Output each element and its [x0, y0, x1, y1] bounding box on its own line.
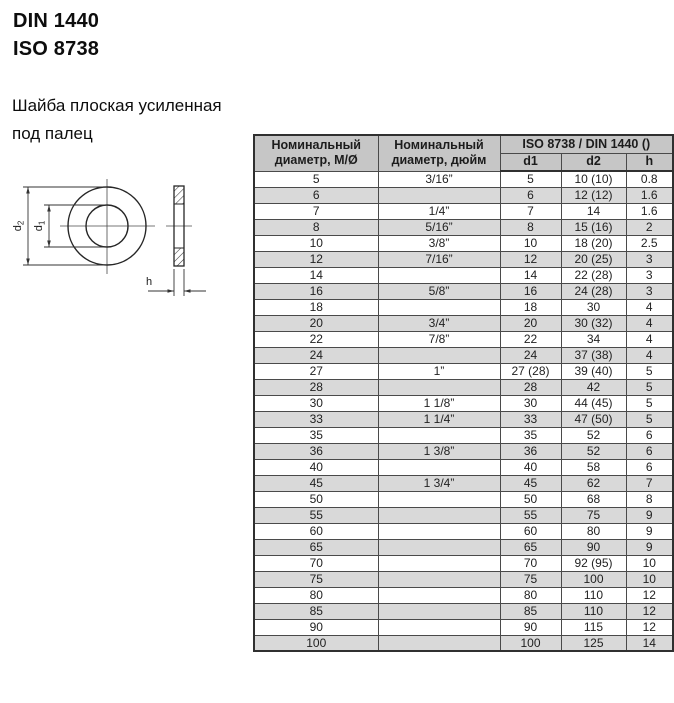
table-cell	[378, 299, 500, 315]
table-cell: 85	[254, 603, 378, 619]
table-cell: 47 (50)	[561, 411, 626, 427]
table-cell	[378, 603, 500, 619]
table-cell	[378, 571, 500, 587]
table-cell: 30	[561, 299, 626, 315]
table-cell	[378, 267, 500, 283]
washer-dimensions-table	[253, 134, 674, 652]
part-description-line1: Шайба плоская усиленная	[12, 96, 222, 115]
table-cell: 24	[500, 347, 561, 363]
table-cell: 1.6	[626, 187, 673, 203]
table-cell: 85	[500, 603, 561, 619]
table-row	[254, 203, 673, 219]
table-cell: 30	[500, 395, 561, 411]
table-cell	[378, 427, 500, 443]
table-cell: 50	[254, 491, 378, 507]
dimension-h	[146, 269, 206, 296]
table-cell: 52	[561, 443, 626, 459]
washer-technical-drawing	[8, 173, 223, 308]
table-cell	[378, 507, 500, 523]
table-cell: 36	[500, 443, 561, 459]
table-cell: 10	[626, 571, 673, 587]
table-cell: 3/4”	[378, 315, 500, 331]
header-nominal-diameter-metric: Номинальный диаметр, М/Ø	[254, 135, 378, 171]
table-cell	[378, 379, 500, 395]
table-row	[254, 475, 673, 491]
table-cell: 3	[626, 283, 673, 299]
header-h: h	[626, 153, 673, 171]
table-row	[254, 603, 673, 619]
table-cell: 60	[254, 523, 378, 539]
table-cell: 6	[626, 459, 673, 475]
table-row	[254, 299, 673, 315]
washer-front-view	[60, 179, 155, 274]
table-cell: 65	[500, 539, 561, 555]
table-cell: 3	[626, 251, 673, 267]
table-cell: 1 1/8”	[378, 395, 500, 411]
table-cell: 0.8	[626, 171, 673, 187]
table-cell: 22	[254, 331, 378, 347]
table-cell: 1/4”	[378, 203, 500, 219]
table-cell: 80	[254, 587, 378, 603]
table-cell: 14	[500, 267, 561, 283]
table-cell: 90	[561, 539, 626, 555]
table-row	[254, 443, 673, 459]
table-cell	[378, 619, 500, 635]
table-cell	[378, 539, 500, 555]
table-row	[254, 635, 673, 651]
table-cell: 1.6	[626, 203, 673, 219]
table-cell: 4	[626, 299, 673, 315]
table-cell: 100	[254, 635, 378, 651]
table-row	[254, 267, 673, 283]
table-cell: 28	[500, 379, 561, 395]
table-cell: 30	[254, 395, 378, 411]
table-cell: 5	[254, 171, 378, 187]
table-cell: 36	[254, 443, 378, 459]
table-cell: 12	[626, 619, 673, 635]
table-row	[254, 235, 673, 251]
table-cell: 10	[500, 235, 561, 251]
table-header	[254, 135, 673, 171]
table-row	[254, 171, 673, 187]
table-cell: 44 (45)	[561, 395, 626, 411]
table-row	[254, 347, 673, 363]
table-cell: 35	[254, 427, 378, 443]
table-cell: 110	[561, 603, 626, 619]
table-cell: 30 (32)	[561, 315, 626, 331]
table-row	[254, 395, 673, 411]
table-cell: 40	[500, 459, 561, 475]
table-cell: 125	[561, 635, 626, 651]
table-cell: 12 (12)	[561, 187, 626, 203]
table-cell: 40	[254, 459, 378, 475]
table-cell: 5	[626, 411, 673, 427]
table-cell: 5	[626, 379, 673, 395]
table-row	[254, 315, 673, 331]
table-cell: 8	[626, 491, 673, 507]
table-cell: 7	[626, 475, 673, 491]
table-cell: 3/16”	[378, 171, 500, 187]
header-nominal-diameter-inch: Номинальный диаметр, дюйм	[378, 135, 500, 171]
table-cell: 24	[254, 347, 378, 363]
d1-label: $d_1$	[33, 220, 47, 232]
table-cell: 4	[626, 315, 673, 331]
table-cell: 5	[626, 395, 673, 411]
table-row	[254, 619, 673, 635]
table-cell: 39 (40)	[561, 363, 626, 379]
din-standard-title: DIN 1440	[13, 10, 100, 32]
table-row	[254, 427, 673, 443]
table-cell	[378, 459, 500, 475]
table-cell: 37 (38)	[561, 347, 626, 363]
table-cell: 28	[254, 379, 378, 395]
table-cell: 14	[561, 203, 626, 219]
table-cell: 45	[254, 475, 378, 491]
table-cell: 10	[626, 555, 673, 571]
table-cell: 100	[561, 571, 626, 587]
table-cell: 18 (20)	[561, 235, 626, 251]
h-label: h	[145, 276, 153, 288]
part-description-line2: под палец	[12, 124, 93, 143]
table-cell: 7/16”	[378, 251, 500, 267]
table-cell: 4	[626, 331, 673, 347]
header-d1: d1	[500, 153, 561, 171]
table-cell: 3/8”	[378, 235, 500, 251]
table-cell: 6	[626, 443, 673, 459]
table-cell: 33	[500, 411, 561, 427]
table-cell: 24 (28)	[561, 283, 626, 299]
table-cell: 12	[626, 603, 673, 619]
table-cell: 9	[626, 507, 673, 523]
table-cell: 9	[626, 523, 673, 539]
table-cell: 5/16”	[378, 219, 500, 235]
table-cell: 115	[561, 619, 626, 635]
table-cell: 68	[561, 491, 626, 507]
table-row	[254, 187, 673, 203]
table-cell: 2.5	[626, 235, 673, 251]
washer-side-view	[166, 186, 192, 266]
table-cell: 92 (95)	[561, 555, 626, 571]
table-cell: 75	[561, 507, 626, 523]
table-cell	[378, 555, 500, 571]
table-cell: 75	[254, 571, 378, 587]
table-cell: 20	[254, 315, 378, 331]
table-row	[254, 507, 673, 523]
table-cell: 90	[254, 619, 378, 635]
table-cell: 1 3/4”	[378, 475, 500, 491]
table-cell: 42	[561, 379, 626, 395]
table-cell: 4	[626, 347, 673, 363]
header-iso-din-group: ISO 8738 / DIN 1440 ()	[500, 135, 673, 153]
table-row	[254, 491, 673, 507]
table-cell: 8	[254, 219, 378, 235]
table-cell: 2	[626, 219, 673, 235]
table-cell: 55	[254, 507, 378, 523]
table-cell: 22 (28)	[561, 267, 626, 283]
table-cell: 1”	[378, 363, 500, 379]
table-cell: 12	[626, 587, 673, 603]
table-row	[254, 539, 673, 555]
table-cell: 6	[500, 187, 561, 203]
table-cell: 60	[500, 523, 561, 539]
table-cell: 1 1/4”	[378, 411, 500, 427]
table-cell: 33	[254, 411, 378, 427]
table-cell: 1 3/8”	[378, 443, 500, 459]
table-cell: 50	[500, 491, 561, 507]
table-row	[254, 411, 673, 427]
table-cell	[378, 587, 500, 603]
table-cell: 35	[500, 427, 561, 443]
table-row	[254, 363, 673, 379]
table-cell: 70	[254, 555, 378, 571]
table-cell: 58	[561, 459, 626, 475]
table-cell: 18	[500, 299, 561, 315]
table-cell	[378, 491, 500, 507]
table-row	[254, 587, 673, 603]
part-description	[12, 92, 222, 148]
table-cell: 100	[500, 635, 561, 651]
table-cell: 12	[500, 251, 561, 267]
table-cell: 7	[254, 203, 378, 219]
table-cell: 34	[561, 331, 626, 347]
standard-title-block	[13, 7, 99, 63]
table-cell: 80	[500, 587, 561, 603]
table-cell: 9	[626, 539, 673, 555]
table-row	[254, 331, 673, 347]
table-cell: 20	[500, 315, 561, 331]
table-cell	[378, 635, 500, 651]
table-cell: 5/8”	[378, 283, 500, 299]
table-cell: 27 (28)	[500, 363, 561, 379]
table-cell: 75	[500, 571, 561, 587]
table-cell: 3	[626, 267, 673, 283]
table-cell	[378, 187, 500, 203]
table-cell: 7	[500, 203, 561, 219]
table-cell: 70	[500, 555, 561, 571]
table-row	[254, 283, 673, 299]
table-row	[254, 219, 673, 235]
table-cell: 16	[254, 283, 378, 299]
iso-standard-title: ISO 8738	[13, 38, 100, 60]
table-cell	[378, 523, 500, 539]
table-row	[254, 555, 673, 571]
table-cell: 90	[500, 619, 561, 635]
table-cell: 16	[500, 283, 561, 299]
table-cell: 7/8”	[378, 331, 500, 347]
table-cell: 27	[254, 363, 378, 379]
table-cell: 15 (16)	[561, 219, 626, 235]
table-cell: 10	[254, 235, 378, 251]
table-row	[254, 251, 673, 267]
table-row	[254, 459, 673, 475]
table-cell: 14	[254, 267, 378, 283]
table-cell: 5	[500, 171, 561, 187]
table-row	[254, 379, 673, 395]
table-cell: 80	[561, 523, 626, 539]
table-cell: 6	[626, 427, 673, 443]
table-cell: 14	[626, 635, 673, 651]
table-body	[254, 171, 673, 651]
table-cell: 22	[500, 331, 561, 347]
table-cell: 110	[561, 587, 626, 603]
table-cell: 45	[500, 475, 561, 491]
table-cell: 55	[500, 507, 561, 523]
table-cell: 18	[254, 299, 378, 315]
table-cell: 6	[254, 187, 378, 203]
table-row	[254, 523, 673, 539]
table-cell: 12	[254, 251, 378, 267]
table-cell: 8	[500, 219, 561, 235]
table-cell: 52	[561, 427, 626, 443]
table-cell: 65	[254, 539, 378, 555]
table-cell: 20 (25)	[561, 251, 626, 267]
d2-label: $d_2$	[12, 220, 26, 232]
table-cell: 62	[561, 475, 626, 491]
table-cell	[378, 347, 500, 363]
table-row	[254, 571, 673, 587]
header-d2: d2	[561, 153, 626, 171]
table-cell: 5	[626, 363, 673, 379]
table-cell: 10 (10)	[561, 171, 626, 187]
